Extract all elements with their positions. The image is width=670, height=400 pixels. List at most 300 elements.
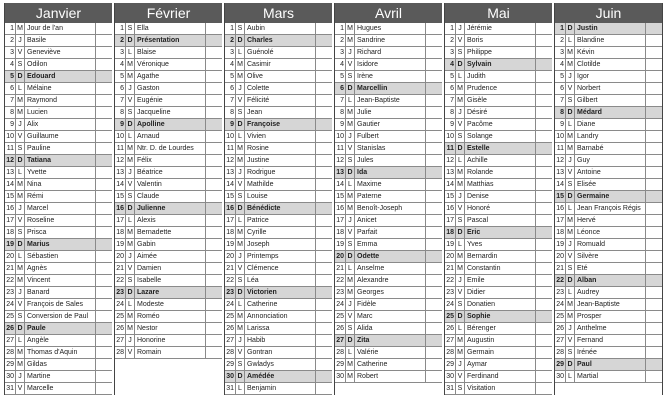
weekday-letter: J bbox=[236, 335, 245, 346]
weekday-letter: J bbox=[16, 371, 25, 382]
day-number: 16 bbox=[6, 205, 14, 212]
saint-name: Catherine bbox=[247, 301, 278, 308]
day-number: 24 bbox=[336, 301, 344, 308]
note-cell bbox=[535, 311, 552, 322]
weekday-letter: M bbox=[126, 71, 135, 82]
saint-name: Odette bbox=[357, 253, 380, 260]
saint-name: Prudence bbox=[467, 85, 497, 92]
day-row bbox=[445, 167, 552, 179]
month-header: Juin bbox=[555, 3, 662, 23]
note-cell bbox=[315, 239, 332, 250]
day-number: 17 bbox=[6, 217, 14, 224]
saint-name: Didier bbox=[467, 289, 486, 296]
weekday-letter: M bbox=[16, 359, 25, 370]
day-row bbox=[335, 47, 442, 59]
note-cell bbox=[315, 119, 332, 130]
note-cell bbox=[315, 335, 332, 346]
note-cell bbox=[95, 47, 112, 58]
day-row bbox=[5, 95, 112, 107]
day-row bbox=[335, 155, 442, 167]
saint-name: Vincent bbox=[27, 277, 51, 284]
day-number: 9 bbox=[335, 119, 346, 130]
day-number: 1 bbox=[115, 23, 126, 34]
day-number: 2 bbox=[555, 35, 566, 46]
saint-name: Prosper bbox=[577, 313, 602, 320]
day-number: 29 bbox=[446, 361, 454, 368]
note-cell bbox=[315, 275, 332, 286]
note-cell bbox=[315, 107, 332, 118]
weekday-letter: M bbox=[346, 371, 355, 382]
day-row bbox=[225, 107, 332, 119]
day-number: 17 bbox=[446, 217, 454, 224]
day-row bbox=[5, 131, 112, 143]
weekday-letter: M bbox=[236, 239, 245, 250]
note-cell bbox=[95, 71, 112, 82]
note-cell bbox=[315, 131, 332, 142]
weekday-letter: M bbox=[346, 35, 355, 46]
saint-name: Léa bbox=[247, 277, 259, 284]
day-number: 5 bbox=[225, 71, 236, 82]
note-cell bbox=[425, 335, 442, 346]
day-number: 4 bbox=[5, 59, 16, 70]
weekday-letter: L bbox=[456, 323, 465, 334]
saint-name: Roseline bbox=[27, 217, 55, 224]
saint-name: Ferdinand bbox=[467, 373, 499, 380]
weekday-letter: J bbox=[236, 83, 245, 94]
saint-name: Jérémie bbox=[467, 25, 492, 32]
day-row bbox=[5, 167, 112, 179]
day-row bbox=[5, 215, 112, 227]
day-number: 24 bbox=[6, 301, 14, 308]
month-header: Mai bbox=[445, 3, 552, 23]
saint-name: Claude bbox=[137, 193, 160, 200]
note-cell bbox=[205, 203, 222, 214]
day-number: 10 bbox=[556, 133, 564, 140]
day-row bbox=[445, 239, 552, 251]
saint-name: Diane bbox=[577, 121, 596, 128]
day-row bbox=[445, 323, 552, 335]
weekday-letter: D bbox=[126, 287, 135, 298]
weekday-letter: D bbox=[236, 35, 245, 46]
saint-name: Anthelme bbox=[577, 325, 607, 332]
day-row bbox=[115, 71, 222, 83]
day-number: 10 bbox=[116, 133, 124, 140]
day-row bbox=[445, 287, 552, 299]
weekday-letter: S bbox=[566, 179, 575, 190]
weekday-letter: D bbox=[16, 239, 25, 250]
weekday-letter: D bbox=[566, 191, 575, 202]
day-number: 21 bbox=[446, 265, 454, 272]
weekday-letter: M bbox=[456, 179, 465, 190]
day-row bbox=[5, 191, 112, 203]
weekday-letter: M bbox=[236, 323, 245, 334]
note-cell bbox=[315, 299, 332, 310]
day-row bbox=[445, 119, 552, 131]
note-cell bbox=[315, 263, 332, 274]
day-row bbox=[225, 251, 332, 263]
note-cell bbox=[425, 155, 442, 166]
month-header: Février bbox=[115, 3, 222, 23]
day-number: 27 bbox=[116, 337, 124, 344]
day-number: 30 bbox=[446, 373, 454, 380]
weekday-letter: V bbox=[236, 263, 245, 274]
day-number: 19 bbox=[336, 241, 344, 248]
saint-name: Françoise bbox=[247, 121, 281, 128]
weekday-letter: L bbox=[566, 287, 575, 298]
day-number: 1 bbox=[225, 23, 236, 34]
weekday-letter: V bbox=[456, 203, 465, 214]
saint-name: Fernand bbox=[577, 337, 604, 344]
note-cell bbox=[315, 143, 332, 154]
day-row bbox=[445, 71, 552, 83]
weekday-letter: L bbox=[346, 347, 355, 358]
day-row bbox=[225, 155, 332, 167]
weekday-letter: V bbox=[346, 311, 355, 322]
day-number: 20 bbox=[336, 253, 344, 260]
day-row bbox=[115, 203, 222, 215]
day-row bbox=[335, 287, 442, 299]
month-column bbox=[554, 3, 663, 395]
note-cell bbox=[95, 215, 112, 226]
day-number: 25 bbox=[336, 313, 344, 320]
weekday-letter: J bbox=[236, 167, 245, 178]
note-cell bbox=[315, 215, 332, 226]
day-row bbox=[115, 23, 222, 35]
weekday-letter: V bbox=[346, 59, 355, 70]
weekday-letter: M bbox=[16, 179, 25, 190]
month-column bbox=[444, 3, 552, 395]
day-row bbox=[115, 191, 222, 203]
saint-name: Romain bbox=[137, 349, 162, 356]
weekday-letter: V bbox=[16, 47, 25, 58]
saint-name: Nestor bbox=[137, 325, 158, 332]
saint-name: Agnès bbox=[27, 265, 47, 272]
day-row bbox=[115, 311, 222, 323]
weekday-letter: L bbox=[236, 215, 245, 226]
day-row bbox=[225, 263, 332, 275]
day-row bbox=[335, 131, 442, 143]
note-cell bbox=[535, 251, 552, 262]
day-number: 6 bbox=[445, 83, 456, 94]
month-header: Janvier bbox=[5, 3, 112, 23]
saint-name: Justin bbox=[577, 25, 598, 32]
day-number: 13 bbox=[6, 169, 14, 176]
day-row bbox=[115, 143, 222, 155]
note-cell bbox=[95, 179, 112, 190]
day-row bbox=[5, 263, 112, 275]
day-row bbox=[555, 251, 662, 263]
day-row bbox=[225, 71, 332, 83]
day-number: 7 bbox=[225, 95, 236, 106]
note-cell bbox=[535, 299, 552, 310]
saint-name: Désiré bbox=[467, 109, 488, 116]
day-row bbox=[115, 299, 222, 311]
saint-name: Rosine bbox=[247, 145, 269, 152]
note-cell bbox=[425, 179, 442, 190]
day-row bbox=[555, 335, 662, 347]
weekday-letter: V bbox=[456, 35, 465, 46]
saint-name: Gaston bbox=[137, 85, 160, 92]
day-row bbox=[5, 107, 112, 119]
saint-name: Jour de l'an bbox=[27, 25, 63, 32]
day-row bbox=[555, 371, 662, 383]
saint-name: Aymar bbox=[467, 361, 488, 368]
saint-name: Marcellin bbox=[357, 85, 388, 92]
day-row bbox=[445, 131, 552, 143]
saint-name: Ella bbox=[137, 25, 149, 32]
saint-name: Lazare bbox=[137, 289, 160, 296]
note-cell bbox=[205, 263, 222, 274]
day-number: 12 bbox=[446, 157, 454, 164]
day-number: 25 bbox=[446, 313, 454, 320]
day-number: 14 bbox=[6, 181, 14, 188]
weekday-letter: L bbox=[566, 203, 575, 214]
day-row bbox=[115, 287, 222, 299]
note-cell bbox=[425, 131, 442, 142]
day-row bbox=[445, 347, 552, 359]
day-number: 14 bbox=[226, 181, 234, 188]
weekday-letter: M bbox=[566, 311, 575, 322]
day-row bbox=[445, 383, 552, 395]
saint-name: Nina bbox=[27, 181, 42, 188]
day-number: 18 bbox=[446, 229, 454, 236]
day-row bbox=[225, 191, 332, 203]
saint-name: Roméo bbox=[137, 313, 160, 320]
day-row bbox=[225, 47, 332, 59]
day-number: 1 bbox=[445, 23, 456, 34]
day-number: 18 bbox=[6, 229, 14, 236]
day-row bbox=[445, 227, 552, 239]
day-number: 15 bbox=[226, 193, 234, 200]
saint-name: Julie bbox=[357, 109, 372, 116]
day-row bbox=[555, 83, 662, 95]
saint-name: Marcel bbox=[27, 205, 49, 212]
weekday-letter: M bbox=[566, 131, 575, 142]
note-cell bbox=[645, 323, 662, 334]
saint-name: Achille bbox=[467, 157, 488, 164]
note-cell bbox=[205, 215, 222, 226]
day-row bbox=[5, 299, 112, 311]
saint-name: Landry bbox=[577, 133, 599, 140]
saint-name: Aubin bbox=[247, 25, 265, 32]
day-number: 26 bbox=[116, 325, 124, 332]
weekday-letter: M bbox=[456, 347, 465, 358]
day-row bbox=[225, 167, 332, 179]
day-number: 31 bbox=[446, 385, 454, 392]
note-cell bbox=[645, 119, 662, 130]
note-cell bbox=[535, 359, 552, 370]
saint-name: Hervé bbox=[577, 217, 596, 224]
day-number: 22 bbox=[6, 277, 14, 284]
day-row bbox=[225, 383, 332, 395]
day-number: 1 bbox=[555, 23, 566, 34]
day-number: 13 bbox=[556, 169, 564, 176]
weekday-letter: J bbox=[126, 167, 135, 178]
saint-name: Mathilde bbox=[247, 181, 274, 188]
day-row bbox=[555, 35, 662, 47]
day-row bbox=[555, 167, 662, 179]
day-row bbox=[335, 203, 442, 215]
saint-name: Gontran bbox=[247, 349, 273, 356]
saint-name: Odilon bbox=[27, 61, 48, 68]
note-cell bbox=[425, 119, 442, 130]
weekday-letter: M bbox=[16, 263, 25, 274]
saint-name: Boris bbox=[467, 37, 483, 44]
note-cell bbox=[95, 59, 112, 70]
day-number: 15 bbox=[116, 193, 124, 200]
saint-name: Blaise bbox=[137, 49, 157, 56]
note-cell bbox=[315, 323, 332, 334]
weekday-letter: D bbox=[566, 23, 575, 34]
saint-name: Cyrille bbox=[247, 229, 267, 236]
note-cell bbox=[425, 311, 442, 322]
saint-name: Conversion de Paul bbox=[27, 313, 89, 320]
saint-name: Annonciation bbox=[247, 313, 288, 320]
note-cell bbox=[645, 347, 662, 358]
weekday-letter: M bbox=[566, 143, 575, 154]
day-row bbox=[335, 251, 442, 263]
note-cell bbox=[645, 83, 662, 94]
day-number: 6 bbox=[225, 83, 236, 94]
weekday-letter: V bbox=[16, 131, 25, 142]
day-number: 25 bbox=[226, 313, 234, 320]
weekday-letter: L bbox=[346, 95, 355, 106]
note-cell bbox=[645, 179, 662, 190]
day-row bbox=[115, 335, 222, 347]
day-number: 26 bbox=[556, 325, 564, 332]
day-number: 9 bbox=[445, 119, 456, 130]
day-number: 4 bbox=[555, 59, 566, 70]
saint-name: Véronique bbox=[137, 61, 169, 68]
weekday-letter: D bbox=[456, 311, 465, 322]
weekday-letter: D bbox=[346, 167, 355, 178]
day-number: 20 bbox=[556, 253, 564, 260]
saint-name: Sylvain bbox=[467, 61, 492, 68]
weekday-letter: V bbox=[566, 251, 575, 262]
note-cell bbox=[315, 179, 332, 190]
note-cell bbox=[535, 155, 552, 166]
note-cell bbox=[425, 323, 442, 334]
note-cell bbox=[535, 167, 552, 178]
day-row bbox=[445, 251, 552, 263]
day-row bbox=[555, 275, 662, 287]
saint-name: Clémence bbox=[247, 265, 279, 272]
day-number: 12 bbox=[6, 157, 14, 164]
saint-name: Victorien bbox=[247, 289, 277, 296]
saint-name: Alexandre bbox=[357, 277, 389, 284]
day-number: 22 bbox=[116, 277, 124, 284]
day-number: 28 bbox=[446, 349, 454, 356]
saint-name: Honoré bbox=[467, 205, 490, 212]
day-row bbox=[115, 167, 222, 179]
weekday-letter: J bbox=[126, 83, 135, 94]
day-number: 10 bbox=[446, 133, 454, 140]
saint-name: Gildas bbox=[27, 361, 47, 368]
day-row bbox=[445, 35, 552, 47]
note-cell bbox=[315, 35, 332, 46]
note-cell bbox=[205, 323, 222, 334]
weekday-letter: S bbox=[126, 191, 135, 202]
day-row bbox=[115, 263, 222, 275]
weekday-letter: S bbox=[126, 107, 135, 118]
note-cell bbox=[315, 251, 332, 262]
saint-name: Guy bbox=[577, 157, 590, 164]
note-cell bbox=[95, 251, 112, 262]
day-row bbox=[225, 119, 332, 131]
day-number: 2 bbox=[5, 35, 16, 46]
day-number: 12 bbox=[226, 157, 234, 164]
day-number: 23 bbox=[336, 289, 344, 296]
note-cell bbox=[315, 359, 332, 370]
weekday-letter: S bbox=[456, 299, 465, 310]
weekday-letter: V bbox=[126, 347, 135, 358]
weekday-letter: L bbox=[16, 167, 25, 178]
day-row bbox=[555, 143, 662, 155]
day-number: 4 bbox=[225, 59, 236, 70]
weekday-letter: S bbox=[566, 263, 575, 274]
note-cell bbox=[645, 167, 662, 178]
note-cell bbox=[425, 251, 442, 262]
note-cell bbox=[425, 263, 442, 274]
day-row bbox=[115, 119, 222, 131]
weekday-letter: M bbox=[236, 143, 245, 154]
day-row bbox=[335, 119, 442, 131]
saint-name: Philippe bbox=[467, 49, 492, 56]
weekday-letter: J bbox=[346, 299, 355, 310]
day-row bbox=[115, 179, 222, 191]
saint-name: Jean bbox=[247, 109, 263, 116]
day-number: 31 bbox=[226, 385, 234, 392]
saint-name: Eté bbox=[577, 265, 588, 272]
note-cell bbox=[425, 143, 442, 154]
weekday-letter: L bbox=[566, 119, 575, 130]
saint-name: Lucien bbox=[27, 109, 48, 116]
saint-name: Larissa bbox=[247, 325, 270, 332]
day-number: 27 bbox=[556, 337, 564, 344]
note-cell bbox=[205, 335, 222, 346]
saint-name: Silvère bbox=[577, 253, 599, 260]
day-row bbox=[225, 131, 332, 143]
day-number: 9 bbox=[5, 119, 16, 130]
weekday-letter: V bbox=[566, 167, 575, 178]
weekday-letter: M bbox=[126, 155, 135, 166]
day-row bbox=[445, 335, 552, 347]
note-cell bbox=[205, 275, 222, 286]
day-row bbox=[5, 227, 112, 239]
weekday-letter: V bbox=[236, 95, 245, 106]
saint-name: Augustin bbox=[467, 337, 495, 344]
day-row bbox=[335, 311, 442, 323]
saint-name: Jean-Baptiste bbox=[577, 301, 620, 308]
day-number: 11 bbox=[6, 145, 14, 152]
day-row bbox=[555, 323, 662, 335]
note-cell bbox=[95, 131, 112, 142]
note-cell bbox=[645, 23, 662, 34]
note-cell bbox=[205, 23, 222, 34]
day-number: 12 bbox=[116, 157, 124, 164]
day-row bbox=[445, 299, 552, 311]
saint-name: Justine bbox=[247, 157, 270, 164]
day-number: 27 bbox=[6, 337, 14, 344]
saint-name: Donatien bbox=[467, 301, 496, 308]
day-row bbox=[445, 191, 552, 203]
note-cell bbox=[205, 131, 222, 142]
note-cell bbox=[315, 167, 332, 178]
day-number: 16 bbox=[116, 205, 124, 212]
day-number: 17 bbox=[116, 217, 124, 224]
day-row bbox=[335, 59, 442, 71]
day-number: 29 bbox=[336, 361, 344, 368]
